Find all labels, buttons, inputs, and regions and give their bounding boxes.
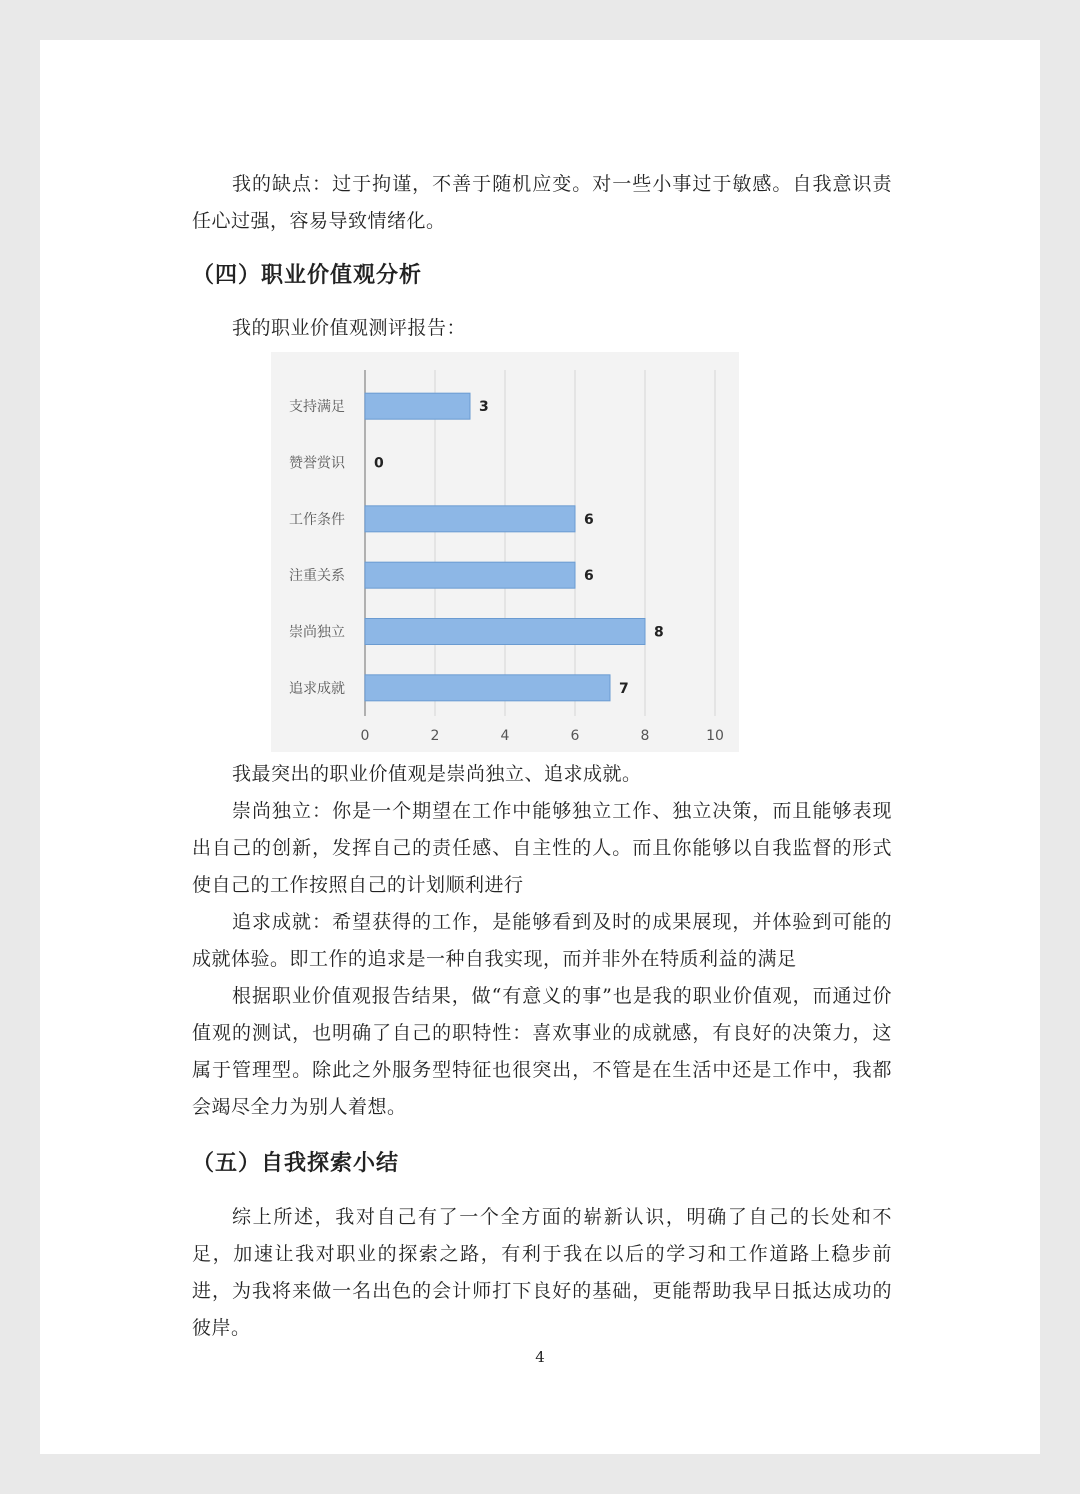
summary-paragraph: 综上所述，我对自己有了一个全方面的崭新认识，明确了自己的长处和不足，加速让我对职业的探索之路，有利于我在以后的学习和工作道路上稳步前进，为我将来做一名出色的会计师打下良好的基础，更能帮助我早日抵达成功的彼岸。 [192, 1206, 892, 1339]
bar [365, 506, 575, 532]
weakness-paragraph: 我的缺点：过于拘谨，不善于随机应变。对一些小事过于敏感。自我意识责任心过强，容易导致情绪化。 [192, 173, 892, 232]
bar [365, 393, 470, 419]
data-label: 0 [374, 455, 384, 472]
conclusion-paragraph: 根据职业价值观报告结果，做“有意义的事”也是我的职业价值观，而通过价值观的测试，也明确了自己的职特性：喜欢事业的成就感，有良好的决策力，这属于管理型。除此之外服务型特征也很突出，不管是在生活中还是工作中，我都会竭尽全力为别人着想。 [192, 985, 892, 1118]
category-label: 支持满足 [289, 399, 345, 416]
data-label: 3 [479, 399, 489, 416]
x-tick-label: 8 [640, 728, 650, 744]
x-tick-label: 0 [360, 728, 370, 744]
category-label: 崇尚独立 [289, 624, 345, 641]
most-prominent-paragraph: 我最突出的职业价值观是崇尚独立、追求成就。 [232, 763, 642, 785]
category-label: 赞誉赏识 [289, 455, 345, 472]
bar [365, 562, 575, 588]
document-page [40, 40, 1040, 1454]
bar-chart-svg [271, 352, 739, 752]
data-label: 6 [584, 568, 594, 585]
x-tick-label: 2 [430, 728, 440, 744]
data-label: 6 [584, 511, 594, 528]
section-5-heading: （五）自我探索小结 [192, 1151, 400, 1176]
x-tick-label: 10 [706, 728, 724, 744]
data-label: 7 [619, 680, 629, 697]
category-label: 追求成就 [289, 680, 345, 697]
bar [365, 619, 645, 645]
bar [365, 675, 610, 701]
section-4-heading: （四）职业价值观分析 [192, 263, 423, 288]
data-label: 8 [654, 624, 664, 641]
independence-paragraph: 崇尚独立：你是一个期望在工作中能够独立工作、独立决策，而且能够表现出自己的创新，发挥自己的责任感、自主性的人。而且你能够以自我监督的形式使自己的工作按照自己的计划顺利进行 [192, 800, 892, 896]
achievement-paragraph: 追求成就：希望获得的工作，是能够看到及时的成果展现，并体验到可能的成就体验。即工作的追求是一种自我实现，而并非外在特质利益的满足 [192, 911, 892, 970]
category-label: 注重关系 [289, 568, 345, 585]
report-intro-paragraph: 我的职业价值观测评报告： [232, 317, 467, 339]
page-number: 4 [535, 1348, 545, 1366]
x-tick-label: 4 [500, 728, 510, 744]
career-values-chart [271, 352, 739, 752]
category-label: 工作条件 [289, 511, 345, 528]
x-tick-label: 6 [570, 728, 580, 744]
